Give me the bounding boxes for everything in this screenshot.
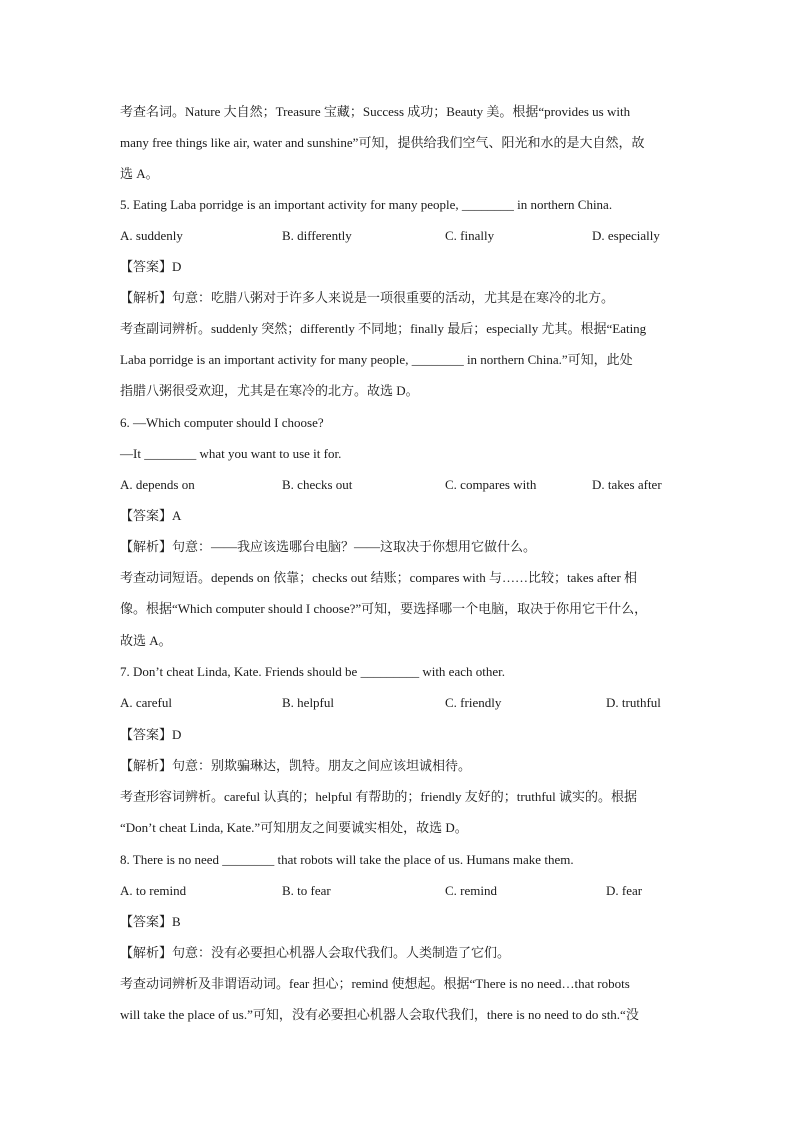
text-line: 考查动词辨析及非谓语动词。fear 担心；remind 使想起。根据“There is no need…that robots bbox=[120, 976, 630, 991]
text-line: Laba porridge is an important activity for many people, ________ in northern China.”可知，此处 bbox=[120, 352, 633, 367]
question-6: 6. —Which computer should I choose? bbox=[120, 415, 324, 430]
explanation-6: 【解析】句意：——我应该选哪台电脑？——这取决于你想用它做什么。 bbox=[120, 539, 537, 554]
text-line: “Don’t cheat Linda, Kate.”可知朋友之间要诚实相处，故选 D。 bbox=[120, 820, 468, 835]
text-line: many free things like air, water and sunshine”可知，提供给我们空气、阳光和水的是大自然，故 bbox=[120, 135, 645, 150]
explanation-5: 【解析】句意：吃腊八粥对于许多人来说是一项很重要的活动，尤其是在寒冷的北方。 bbox=[120, 290, 615, 305]
q5-option-a: A. suddenly bbox=[120, 228, 183, 243]
question-7: 7. Don’t cheat Linda, Kate. Friends should be _________ with each other. bbox=[120, 664, 505, 679]
q7-option-c: C. friendly bbox=[445, 695, 502, 710]
question-5: 5. Eating Laba porridge is an important activity for many people, ________ in northern China. bbox=[120, 197, 613, 212]
text-line: will take the place of us.”可知，没有必要担心机器人会取代我们，there is no need to do sth.“没 bbox=[120, 1007, 639, 1022]
q8-option-b: B. to fear bbox=[282, 883, 331, 898]
explanation-7: 【解析】句意：别欺骗琳达，凯特。朋友之间应该坦诚相待。 bbox=[120, 758, 472, 773]
question-6-reply: —It ________ what you want to use it for. bbox=[120, 446, 342, 461]
text-line: 指腊八粥很受欢迎，尤其是在寒冷的北方。故选 D。 bbox=[120, 383, 419, 398]
q7-option-d: D. truthful bbox=[606, 695, 661, 710]
q8-option-d: D. fear bbox=[606, 883, 643, 898]
question-8: 8. There is no need ________ that robots will take the place of us. Humans make them. bbox=[120, 852, 574, 867]
q5-option-c: C. finally bbox=[445, 228, 495, 243]
answer-8: 【答案】B bbox=[120, 914, 181, 929]
text-line: 故选 A。 bbox=[120, 633, 172, 648]
text-line: 像。根据“Which computer should I choose?”可知，要选择哪一个电脑，取决于你用它干什么， bbox=[120, 601, 648, 616]
text-line: 考查副词辨析。suddenly 突然；differently 不同地；finally 最后；especially 尤其。根据“Eating bbox=[120, 321, 647, 336]
q7-option-a: A. careful bbox=[120, 695, 172, 710]
answer-5: 【答案】D bbox=[120, 259, 182, 274]
explanation-8: 【解析】句意：没有必要担心机器人会取代我们。人类制造了它们。 bbox=[120, 945, 511, 960]
answer-7: 【答案】D bbox=[120, 727, 182, 742]
q6-option-c: C. compares with bbox=[445, 477, 537, 492]
text-line: 选 A。 bbox=[120, 166, 159, 181]
q6-option-a: A. depends on bbox=[120, 477, 195, 492]
text-line: 考查动词短语。depends on 依靠；checks out 结账；compares with 与……比较；takes after 相 bbox=[120, 570, 638, 585]
answer-6: 【答案】A bbox=[120, 508, 182, 523]
text-line: 考查形容词辨析。careful 认真的；helpful 有帮助的；friendly 友好的；truthful 诚实的。根据 bbox=[120, 789, 638, 804]
q6-option-b: B. checks out bbox=[282, 477, 353, 492]
q8-option-c: C. remind bbox=[445, 883, 497, 898]
q5-option-d: D. especially bbox=[592, 228, 660, 243]
q5-option-b: B. differently bbox=[282, 228, 352, 243]
q6-option-d: D. takes after bbox=[592, 477, 662, 492]
text-line: 考查名词。Nature 大自然；Treasure 宝藏；Success 成功；Beauty 美。根据“provides us with bbox=[120, 104, 631, 119]
q7-option-b: B. helpful bbox=[282, 695, 334, 710]
q8-option-a: A. to remind bbox=[120, 883, 187, 898]
